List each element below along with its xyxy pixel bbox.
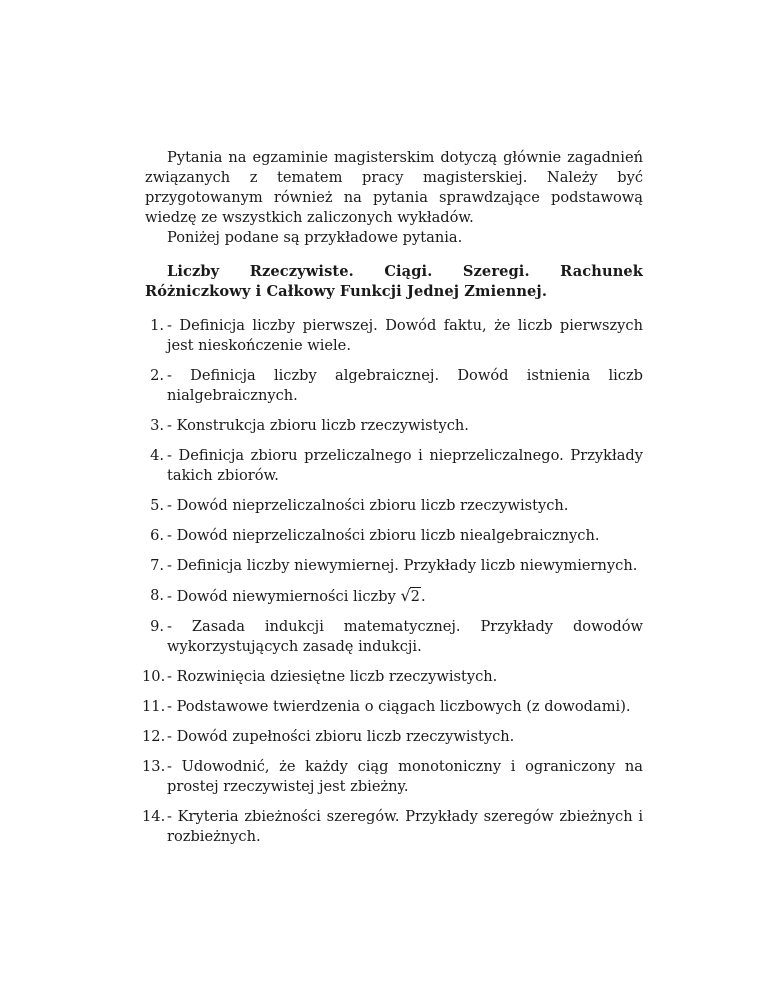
item-number: 11. — [142, 698, 166, 715]
item-number: 2. — [150, 367, 164, 384]
list-item — [145, 366, 643, 406]
square-root-expression — [400, 586, 421, 607]
radical-sign: √ — [400, 586, 411, 605]
item-text-end: . — [420, 588, 426, 605]
list-item — [145, 586, 643, 607]
item-number: 8. — [150, 587, 164, 604]
item-text: - Definicja liczby algebraicznej. Dowód istnienia liczb nialgebraicznych. — [167, 367, 643, 404]
item-text: - Dowód niewymierności liczby — [167, 588, 401, 605]
item-number: 6. — [150, 527, 164, 544]
radicand: 2 — [410, 588, 420, 605]
intro-note: Poniżej podane są przykładowe pytania. — [167, 229, 463, 246]
item-text: - Dowód zupełności zbioru liczb rzeczywistych. — [167, 728, 515, 745]
item-number: 9. — [150, 618, 164, 635]
item-number: 14. — [142, 808, 166, 825]
item-number: 3. — [150, 417, 164, 434]
list-item — [145, 416, 643, 436]
item-text: - Definicja liczby pierwszej. Dowód faktu, że liczb pierwszych jest nieskończenie wiele. — [167, 317, 643, 354]
list-item — [142, 727, 643, 747]
item-text: - Zasada indukcji matematycznej. Przykłady dowodów wykorzystujących zasadę indukcji. — [167, 618, 643, 655]
item-text: - Podstawowe twierdzenia o ciągach liczbowych (z dowodami). — [167, 698, 631, 715]
item-text: - Definicja zbioru przeliczalnego i nieprzeliczalnego. Przykłady takich zbiorów. — [167, 447, 643, 484]
item-number: 1. — [150, 317, 164, 334]
list-item — [145, 617, 643, 657]
item-number: 7. — [150, 557, 164, 574]
document-page — [142, 148, 643, 857]
item-text: - Dowód nieprzeliczalności zbioru liczb niealgebraicznych. — [167, 527, 600, 544]
item-text: - Konstrukcja zbioru liczb rzeczywistych. — [167, 417, 469, 434]
list-item — [142, 697, 643, 717]
list-item — [142, 807, 643, 847]
list-item — [145, 496, 643, 516]
item-text: - Rozwinięcia dziesiętne liczb rzeczywistych. — [167, 668, 498, 685]
list-item — [145, 316, 643, 356]
item-number: 13. — [142, 758, 166, 775]
item-text: - Kryteria zbieżności szeregów. Przykłady szeregów zbieżnych i rozbieżnych. — [167, 808, 643, 845]
item-number: 4. — [150, 447, 164, 464]
item-number: 10. — [142, 668, 166, 685]
item-number: 12. — [142, 728, 166, 745]
list-item — [145, 526, 643, 546]
list-item — [142, 667, 643, 687]
list-item — [142, 757, 643, 797]
section-title: Liczby Rzeczywiste. Ciągi. Szeregi. Rachunek Różniczkowy i Całkowy Funkcji Jednej Zmiennej. — [145, 263, 643, 300]
list-item — [145, 556, 643, 576]
list-item — [145, 446, 643, 486]
item-text: - Definicja liczby niewymiernej. Przykłady liczb niewymiernych. — [167, 557, 638, 574]
item-number: 5. — [150, 497, 164, 514]
intro-paragraph: Pytania na egzaminie magisterskim dotyczą głównie zagadnień związanych z tematem pracy magisterskiej. Należy być przygotowanym również na pytania sprawdzające podstawową wiedzę ze wszystkich zaliczonych wykładów. — [145, 149, 643, 226]
question-list — [142, 316, 643, 847]
item-text: - Udowodnić, że każdy ciąg monotoniczny i ograniczony na prostej rzeczywistej jest zbieżny. — [167, 758, 643, 795]
item-text: - Dowód nieprzeliczalności zbioru liczb rzeczywistych. — [167, 497, 569, 514]
